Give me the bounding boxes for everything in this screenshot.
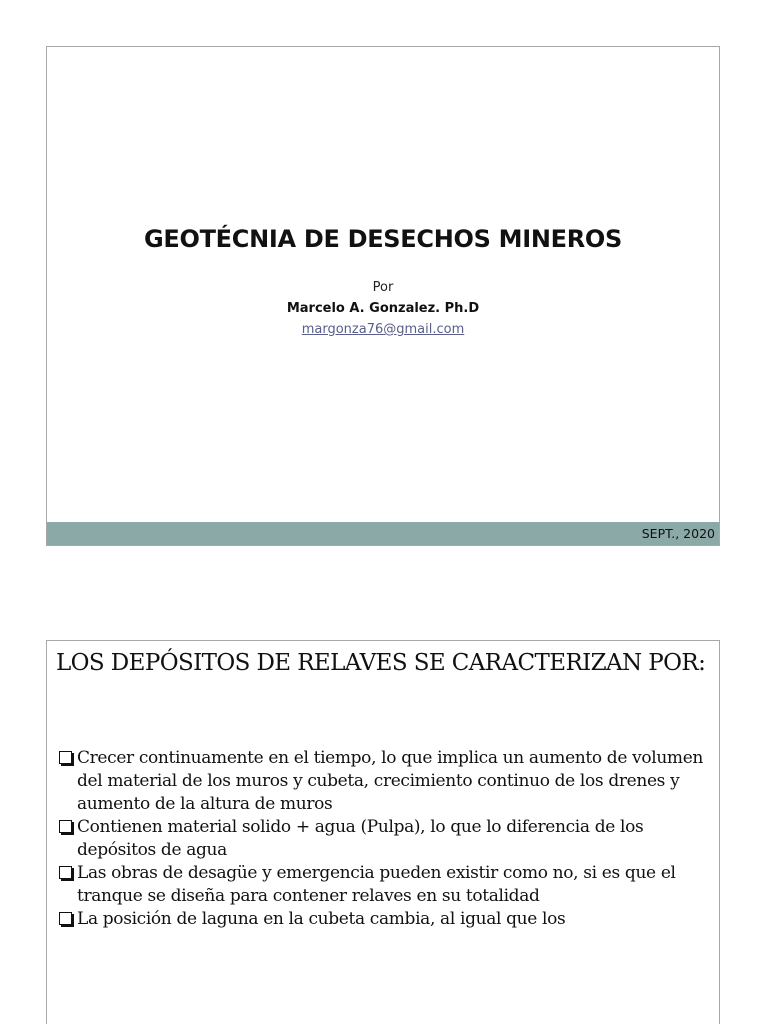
bullet-text: Las obras de desagüe y emergencia pueden existir como no, si es que el tranque se diseña para contener relaves en su totalidad [77, 863, 676, 906]
bullet-list [58, 747, 714, 931]
email-link[interactable]: margonza76@gmail.com [301, 322, 465, 337]
by-label: Por [372, 280, 394, 295]
checkbox-bullet-icon [59, 751, 72, 764]
slide-date: SEPT., 2020 [641, 526, 715, 541]
slide-title: GEOTÉCNIA DE DESECHOS MINEROS [144, 225, 622, 253]
title-slide [46, 46, 720, 546]
bullet-item [58, 747, 714, 816]
checkbox-bullet-icon [59, 866, 72, 879]
checkbox-bullet-icon [59, 912, 72, 925]
bullet-text: Contienen material solido + agua (Pulpa), lo que lo diferencia de los depósitos de agua [77, 817, 644, 860]
bullet-item [58, 908, 714, 931]
author-name: Marcelo A. Gonzalez. Ph.D [286, 301, 480, 316]
slide-heading: LOS DEPÓSITOS DE RELAVES SE CARACTERIZAN POR: [56, 650, 706, 676]
slide-footer-bar [47, 522, 719, 545]
content-slide [46, 640, 720, 1024]
bullet-text: Crecer continuamente en el tiempo, lo que implica un aumento de volumen del material de los muros y cubeta, crecimiento continuo de los drenes y aumento de la altura de muros [77, 748, 704, 814]
bullet-text: La posición de laguna en la cubeta cambia, al igual que los [77, 909, 566, 929]
checkbox-bullet-icon [59, 820, 72, 833]
bullet-item [58, 862, 714, 908]
bullet-item [58, 816, 714, 862]
author-email [47, 322, 719, 337]
